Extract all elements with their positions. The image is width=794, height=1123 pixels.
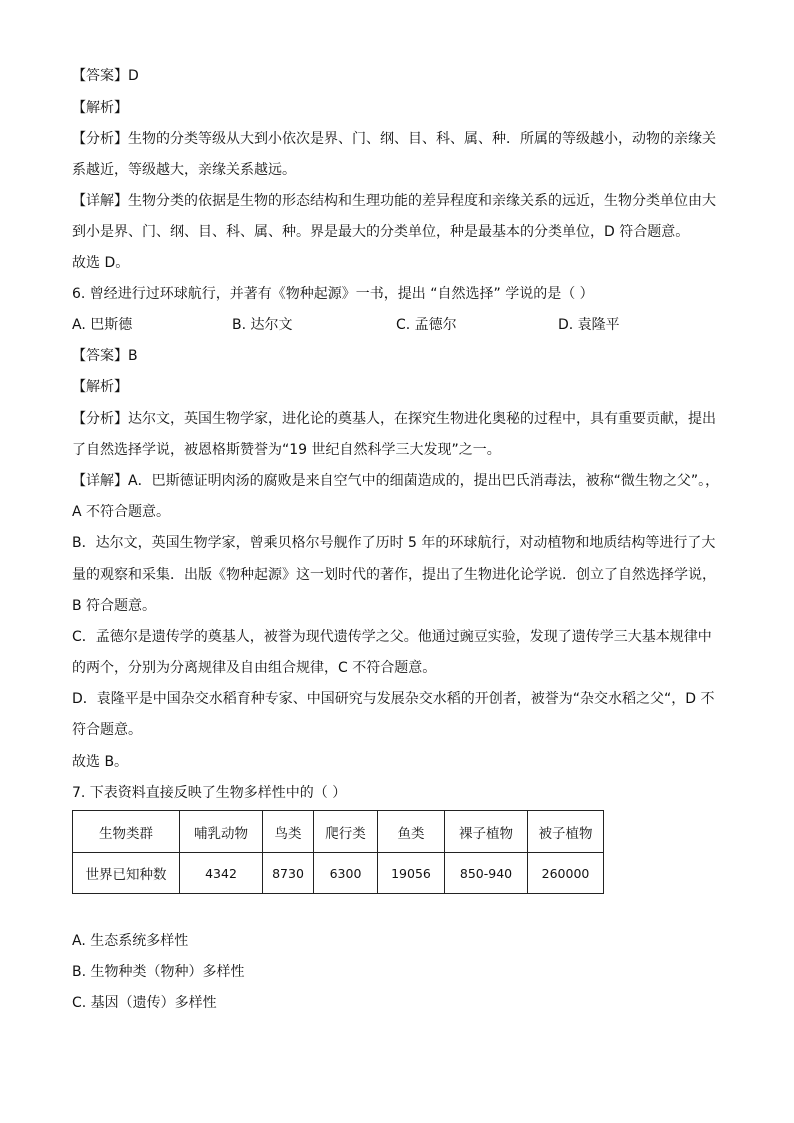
q5-analysis-label: 【解析】 — [72, 100, 128, 116]
q6-conclusion: 故选 B。 — [72, 754, 129, 770]
q5-fenxi-tag: 【分析】 — [72, 131, 128, 147]
table-header-cell: 爬行类 — [314, 811, 378, 853]
q6-detail-text: A．巴斯德证明肉汤的腐败是来自空气中的细菌造成的，提出巴氏消毒法，被称“微生物之父”。， — [128, 473, 720, 489]
q6-question: 6. 曾经进行过环球航行，并著有《物种起源》一书，提出 “自然选择” 学说的是（ ） — [72, 286, 594, 302]
q6-option-d: D. 袁隆平 — [558, 317, 620, 333]
q5-detail-line — [72, 191, 716, 211]
q6-option-d-explain-1: D．袁隆平是中国杂交水稻育种专家、中国研究与发展杂交水稻的开创者，被誉为“杂交水稻之父“，D 不 — [72, 691, 715, 707]
q6-analysis-label: 【解析】 — [72, 379, 128, 395]
table-cell: 4342 — [180, 853, 263, 894]
table-cell: 19056 — [378, 853, 445, 894]
q6-option-b-explain-1: B．达尔文，英国生物学家，曾乘贝格尔号舰作了历时 5 年的环球航行，对动植物和地质结构等进行了大 — [72, 535, 716, 551]
q6-option-c-explain-2: 的两个，分别为分离规律及自由组合规律，C 不符合题意。 — [72, 660, 437, 676]
q5-analysis-line2: 系越近，等级越大，亲缘关系越远。 — [72, 162, 296, 178]
table-cell: 8730 — [263, 853, 314, 894]
q6-analysis-line2: 了自然选择学说，被恩格斯赞誉为“19 世纪自然科学三大发现”之一。 — [72, 442, 501, 458]
species-count-table — [72, 810, 604, 894]
q5-detail-line2: 到小是界、门、纲、目、科、属、种。界是最大的分类单位，种是最基本的分类单位，D 符合题意。 — [72, 224, 690, 240]
q6-option-d-explain-2: 符合题意。 — [72, 722, 142, 738]
q7-option-a: A. 生态系统多样性 — [72, 933, 189, 949]
q6-detail-tag: 【详解】 — [72, 473, 128, 489]
q6-fenxi-text: 达尔文，英国生物学家，进化论的奠基人，在探究生物进化奥秘的过程中，具有重要贡献，提出 — [128, 411, 716, 427]
table-header-row — [73, 811, 604, 853]
table-header-cell: 鸟类 — [263, 811, 314, 853]
q7-option-b: B. 生物种类（物种）多样性 — [72, 964, 245, 980]
table-cell: 260000 — [528, 853, 604, 894]
q5-conclusion: 故选 D。 — [72, 255, 130, 271]
q5-analysis-line — [72, 129, 716, 149]
q6-option-a: A. 巴斯德 — [72, 317, 133, 333]
q6-option-c: C. 孟德尔 — [396, 317, 457, 333]
q6-option-b: B. 达尔文 — [232, 317, 293, 333]
q5-detail-tag: 【详解】 — [72, 193, 128, 209]
table-cell: 6300 — [314, 853, 378, 894]
table-header-cell: 生物类群 — [73, 811, 180, 853]
q5-answer: 【答案】D — [72, 68, 139, 84]
table-cell: 850-940 — [445, 853, 528, 894]
q6-option-b-explain-3: B 符合题意。 — [72, 598, 157, 614]
q6-option-c-explain-1: C．孟德尔是遗传学的奠基人，被誉为现代遗传学之父。他通过豌豆实验，发现了遗传学三大基本规律中 — [72, 629, 712, 645]
table-cell: 世界已知种数 — [73, 853, 180, 894]
table-row — [73, 853, 604, 894]
q6-analysis-line — [72, 409, 716, 429]
q7-option-c: C. 基因（遗传）多样性 — [72, 995, 217, 1011]
q5-detail-text: 生物分类的依据是生物的形态结构和生理功能的差异程度和亲缘关系的远近，生物分类单位由大 — [128, 193, 716, 209]
q6-detail-line2: A 不符合题意。 — [72, 504, 171, 520]
table-header-cell: 被子植物 — [528, 811, 604, 853]
q6-detail-line — [72, 471, 719, 491]
q7-question: 7. 下表资料直接反映了生物多样性中的（ ） — [72, 785, 347, 801]
table-header-cell: 裸子植物 — [445, 811, 528, 853]
q6-answer: 【答案】B — [72, 348, 138, 364]
q6-option-b-explain-2: 量的观察和采集．出版《物种起源》这一划时代的著作，提出了生物进化论学说．创立了自然选择学说， — [72, 567, 716, 583]
table-header-cell: 哺乳动物 — [180, 811, 263, 853]
q6-fenxi-tag: 【分析】 — [72, 411, 128, 427]
q5-fenxi-text: 生物的分类等级从大到小依次是界、门、纲、目、科、属、种．所属的等级越小，动物的亲缘关 — [128, 131, 716, 147]
table-header-cell: 鱼类 — [378, 811, 445, 853]
